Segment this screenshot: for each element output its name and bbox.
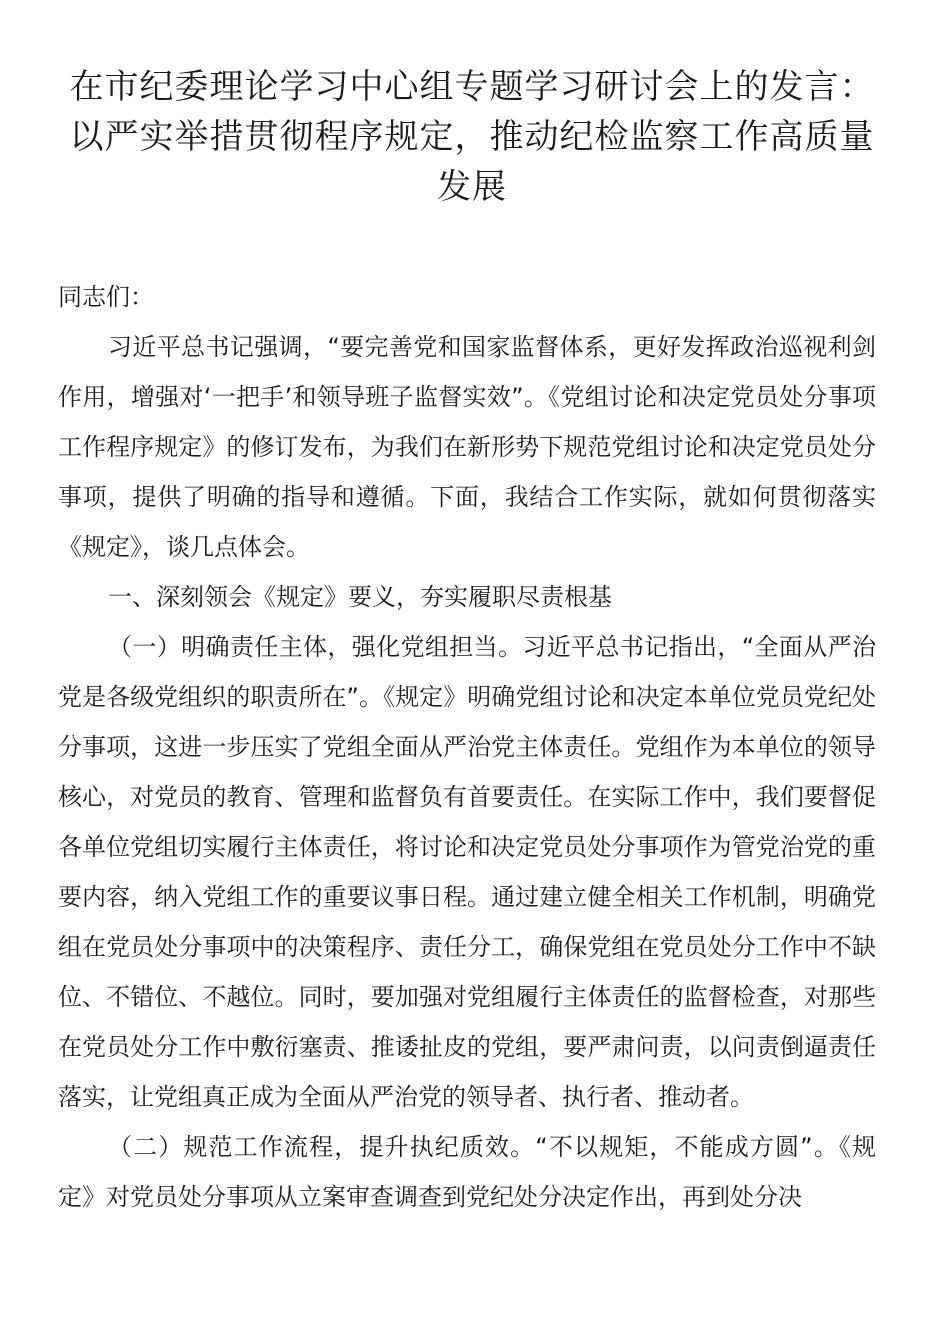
document-title (58, 62, 886, 212)
intro-paragraph: 习近平总书记强调，“要完善党和国家监督体系，更好发挥政治巡视利剑作用，增强对‘一把手’和领导班子监督实效”。《党组讨论和决定党员处分事项工作程序规定》的修订发布，为我们在新形势下规范党组讨论和决定党员处分事项，提供了明确的指导和遵循。下面，我结合工作实际，就如何贯彻落实《规定》，谈几点体会。 (58, 333, 876, 561)
document-body (58, 272, 876, 1222)
section-paragraph-1: （一）明确责任主体，强化党组担当。习近平总书记指出，“全面从严治党是各级党组织的职责所在”。《规定》明确党组讨论和决定本单位党员党纪处分事项，这进一步压实了党组全面从严治党主体责任。党组作为本单位的领导核心，对党员的教育、管理和监督负有首要责任。在实际工作中，我们要督促各单位党组切实履行主体责任，将讨论和决定党员处分事项作为管党治党的重要内容，纳入党组工作的重要议事日程。通过建立健全相关工作机制，明确党组在党员处分事项中的决策程序、责任分工，确保党组在党员处分工作中不缺位、不错位、不越位。同时，要加强对党组履行主体责任的监督检查，对那些在党员处分工作中敷衍塞责、推诿扯皮的党组，要严肃问责，以问责倒逼责任落实，让党组真正成为全面从严治党的领导者、执行者、推动者。 (58, 633, 876, 1111)
title-line-1: 在市纪委理论学习中心组专题学习研讨会上的发言： (69, 67, 875, 107)
section-paragraph-2: （二）规范工作流程，提升执纪质效。“不以规矩，不能成方圆”。《规定》对党员处分事项从立案审查调查到党纪处分决定作出，再到处分决 (58, 1133, 876, 1211)
title-line-2: 以严实举措贯彻程序规定，推动纪检监察工作高质量 (69, 117, 875, 157)
salutation: 同志们： (58, 283, 154, 311)
title-line-3: 发展 (437, 167, 507, 207)
section-heading: 一、深刻领会《规定》要义，夯实履职尽责根基 (108, 583, 612, 611)
